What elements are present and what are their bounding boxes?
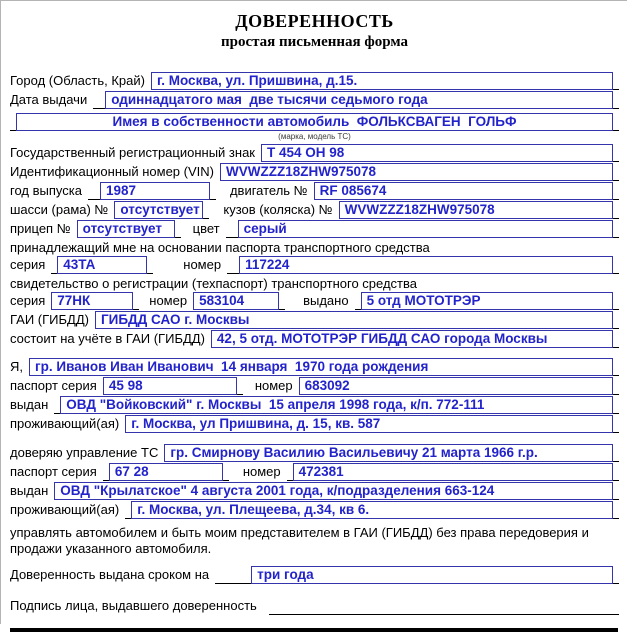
signature-line[interactable] (269, 599, 619, 615)
registered-label: состоит на учёте в ГАИ (ГИБДД) (10, 331, 205, 346)
p1-series-field[interactable]: 45 98 (103, 377, 237, 395)
attorney-label: доверяю управление ТС (10, 445, 159, 460)
row-term (10, 565, 619, 584)
p2-address-label: проживающий(ая) (10, 502, 120, 517)
p2-number-label: номер (242, 464, 281, 479)
row-p2-address (10, 501, 619, 519)
sts-number-label: номер (149, 293, 188, 308)
row-year-engine (10, 182, 619, 200)
pts-intro-text: принадлежащий мне на основании паспорта транспортного средства (10, 240, 430, 255)
p2-issued-label: выдан (10, 483, 49, 498)
city-label: Город (Область, Край) (10, 73, 145, 88)
principal-field[interactable]: гр. Иванов Иван Иванович 14 января 1970 года рождения (29, 358, 613, 376)
p1-issued-label: выдан (10, 397, 49, 412)
row-vin (10, 163, 619, 181)
pts-number-field[interactable]: 117224 (239, 256, 613, 274)
row-issue-date (10, 91, 619, 109)
registered-field[interactable]: 42, 5 отд. МОТОТРЭР ГИБДД САО города Москвы (211, 330, 613, 348)
sts-issued-label: выдано (303, 293, 349, 308)
document-subtitle: простая письменная форма (220, 34, 409, 50)
gai-label: ГАИ (ГИБДД) (10, 312, 89, 327)
sts-intro-text: свидетельство о регистрации (техпаспорт) транспортного средства (10, 276, 418, 291)
p1-issued-field[interactable]: ОВД "Войковский" г. Москвы 15 апреля 1998 года, к/п. 772-111 (60, 396, 613, 414)
powers-text: управлять автомобилем и быть моим представителем в ГАИ (ГИБДД) без права передоверия и продажи указанного автомобиля. (10, 525, 589, 556)
vin-field[interactable]: WVWZZZ18ZHW975078 (220, 163, 613, 181)
p2-series-field[interactable]: 67 28 (109, 463, 223, 481)
principal-label: Я, (10, 359, 23, 374)
row-registered (10, 330, 619, 348)
sts-issued-field[interactable]: 5 отд МОТОТРЭР (361, 292, 613, 310)
ownership-field[interactable]: Имея в собственности автомобиль ФОЛЬКСВАГЕН ГОЛЬФ (16, 113, 613, 131)
p2-number-field[interactable]: 472381 (293, 463, 613, 481)
row-attorney (10, 443, 619, 462)
color-field[interactable]: серый (238, 220, 613, 238)
p1-number-label: номер (254, 378, 293, 393)
gai-field[interactable]: ГИБДД САО г. Москвы (95, 311, 613, 329)
vin-label: Идентификационный номер (VIN) (10, 164, 214, 179)
p2-issued-field[interactable]: ОВД "Крылатское" 4 августа 2001 года, к/подразделения 663-124 (54, 482, 613, 500)
city-field[interactable]: г. Москва, ул. Пришвина, д.15. (151, 72, 613, 90)
row-city (10, 72, 619, 90)
sts-series-field[interactable]: 77НК (51, 292, 133, 310)
row-p2-passport (10, 463, 619, 481)
p1-address-field[interactable]: г. Москва, ул Пришвина, д. 15, кв. 587 (125, 415, 613, 433)
reg-plate-label: Государственный регистрационный знак (10, 145, 255, 160)
ownership-caption: (марка, модель ТС) (278, 132, 351, 141)
engine-label: двигатель № (229, 183, 308, 198)
engine-field[interactable]: RF 085674 (314, 182, 613, 200)
issue-date-label: Дата выдачи (10, 92, 88, 107)
p2-address-field[interactable]: г. Москва, ул. Плещеева, д.34, кв 6. (131, 501, 613, 519)
chassis-label: шасси (рама) № (10, 202, 109, 217)
row-gai (10, 311, 619, 329)
p1-number-field[interactable]: 683092 (299, 377, 613, 395)
document-title: ДОВЕРЕННОСТЬ (235, 11, 394, 31)
pts-series-label: серия (10, 257, 46, 272)
row-p2-issued (10, 482, 619, 500)
trailer-label: прицеп № (10, 221, 71, 236)
row-reg-plate (10, 144, 619, 162)
sts-number-field[interactable]: 583104 (193, 292, 279, 310)
row-signature (10, 597, 619, 615)
reg-plate-field[interactable]: Т 454 ОН 98 (261, 144, 613, 162)
signature-label: Подпись лица, выдавшего доверенность (10, 598, 257, 613)
trailer-field[interactable]: отсутствует (77, 220, 175, 238)
bottom-rule (10, 628, 618, 632)
chassis-field[interactable]: отсутствует (114, 201, 203, 219)
color-label: цвет (192, 221, 220, 236)
row-p1-passport (10, 377, 619, 395)
term-label: Доверенность выдана сроком на (10, 567, 210, 582)
row-pts-series-number (10, 256, 619, 274)
p2-series-label: паспорт серия (10, 464, 97, 479)
pts-number-label: номер (183, 257, 222, 272)
body-field[interactable]: WVWZZZ18ZHW975078 (339, 201, 613, 219)
row-p1-address (10, 415, 619, 433)
pts-series-field[interactable]: 43ТА (57, 256, 147, 274)
p1-series-label: паспорт серия (10, 378, 97, 393)
row-sts-series-number (10, 292, 619, 310)
term-field[interactable]: три года (251, 566, 613, 584)
row-principal (10, 357, 619, 376)
body-label: кузов (коляска) № (223, 202, 333, 217)
row-ownership (10, 110, 619, 131)
row-p1-issued (10, 396, 619, 414)
sts-series-label: серия (10, 293, 46, 308)
row-chassis-body (10, 201, 619, 219)
attorney-field[interactable]: гр. Смирнову Василию Васильевичу 21 марта 1966 г.р. (164, 444, 613, 462)
year-field[interactable]: 1987 (100, 182, 210, 200)
row-trailer-color (10, 220, 619, 238)
p1-address-label: проживающий(ая) (10, 416, 120, 431)
issue-date-field[interactable]: одиннадцатого мая две тысячи седьмого года (105, 91, 613, 109)
year-label: год выпуска (10, 183, 82, 198)
